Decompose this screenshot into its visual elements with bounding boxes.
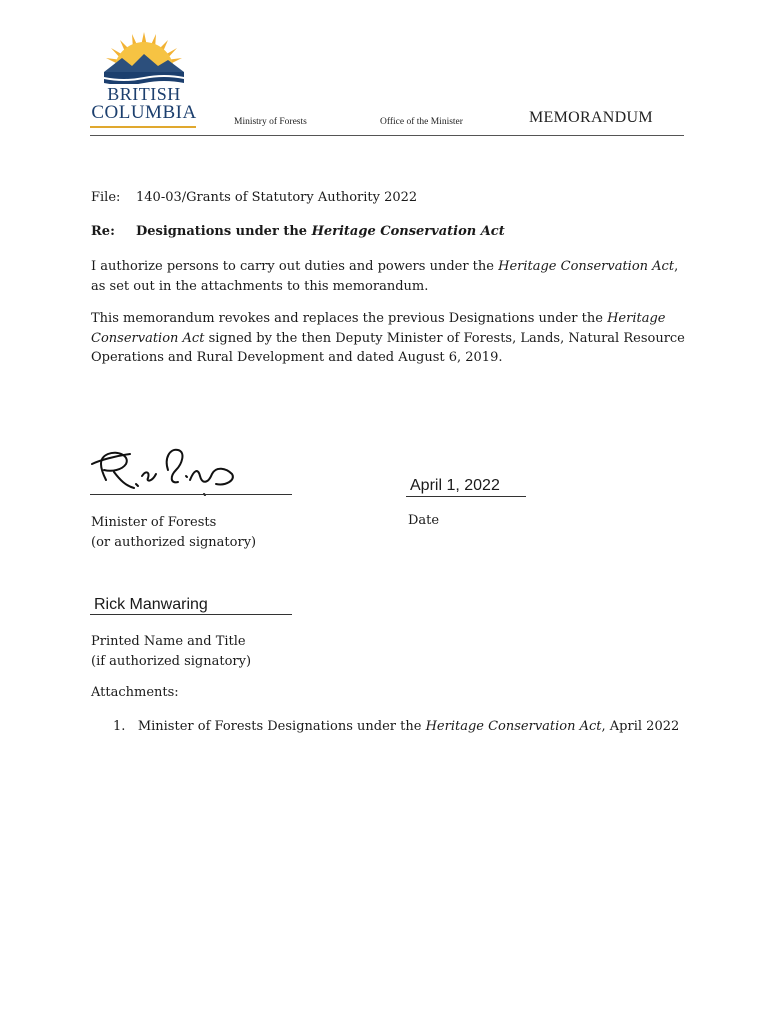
re-label: Re:: [91, 224, 115, 239]
re-subject-prefix: Designations under the: [136, 224, 312, 239]
printed-name-line: [90, 614, 292, 615]
header-ministry: Ministry of Forests: [234, 117, 307, 127]
re-subject-act: Heritage Conservation Act: [311, 224, 505, 239]
p1-text-a: I authorize persons to carry out duties and powers under the: [91, 259, 499, 274]
attachment-number: 1.: [113, 719, 126, 734]
date-line: [406, 496, 526, 497]
bc-government-logo: [86, 28, 202, 132]
paragraph-authorization: [91, 257, 691, 296]
p2-text-a: This memorandum revokes and replaces the previous Designations under the: [91, 311, 608, 326]
logo-underline: [90, 126, 196, 128]
date-label: Date: [408, 513, 440, 528]
file-label: File:: [91, 190, 121, 205]
signer-title-line-1: Minister of Forests: [91, 515, 217, 530]
p2-text-b: signed by the then Deputy Minister of Forests, Lands, Natural Resource: [204, 330, 685, 346]
p2-act-1: Heritage: [607, 311, 666, 326]
attachment-suffix: , April 2022: [601, 719, 680, 734]
signer-title: [91, 513, 256, 552]
logo-text-columbia: COLUMBIA: [91, 102, 197, 123]
attachment-item: [113, 719, 679, 734]
attachment-prefix: Minister of Forests Designations under the: [137, 719, 426, 734]
header-office: Office of the Minister: [380, 117, 463, 127]
attachments-label: Attachments:: [91, 685, 179, 700]
p2-act-2: Conservation Act: [91, 330, 205, 346]
attachment-act: Heritage Conservation Act: [425, 719, 602, 734]
signer-title-line-2: (or authorized signatory): [91, 534, 257, 550]
file-value: 140-03/Grants of Statutory Authority 2022: [136, 190, 418, 205]
printed-label-line-2: (if authorized signatory): [91, 653, 252, 669]
p1-act: Heritage Conservation Act: [498, 259, 675, 274]
printed-name-label: [91, 632, 251, 671]
printed-label-line-1: Printed Name and Title: [91, 634, 246, 649]
sun-mountain-icon: [100, 28, 188, 84]
date-value: April 1, 2022: [410, 477, 500, 494]
logo-text-british: BRITISH: [107, 84, 181, 104]
p2-text-c: Operations and Rural Development and dated August 6, 2019.: [91, 350, 503, 365]
p1-text-b: ,: [674, 259, 679, 274]
printed-name-value: Rick Manwaring: [94, 596, 208, 613]
p1-text-c: as set out in the attachments to this memorandum.: [91, 278, 429, 294]
signature-line: [90, 494, 292, 495]
paragraph-revocation: [91, 309, 691, 368]
header-doc-type: MEMORANDUM: [529, 109, 653, 126]
header-divider: [90, 135, 684, 136]
re-subject: [136, 224, 505, 239]
